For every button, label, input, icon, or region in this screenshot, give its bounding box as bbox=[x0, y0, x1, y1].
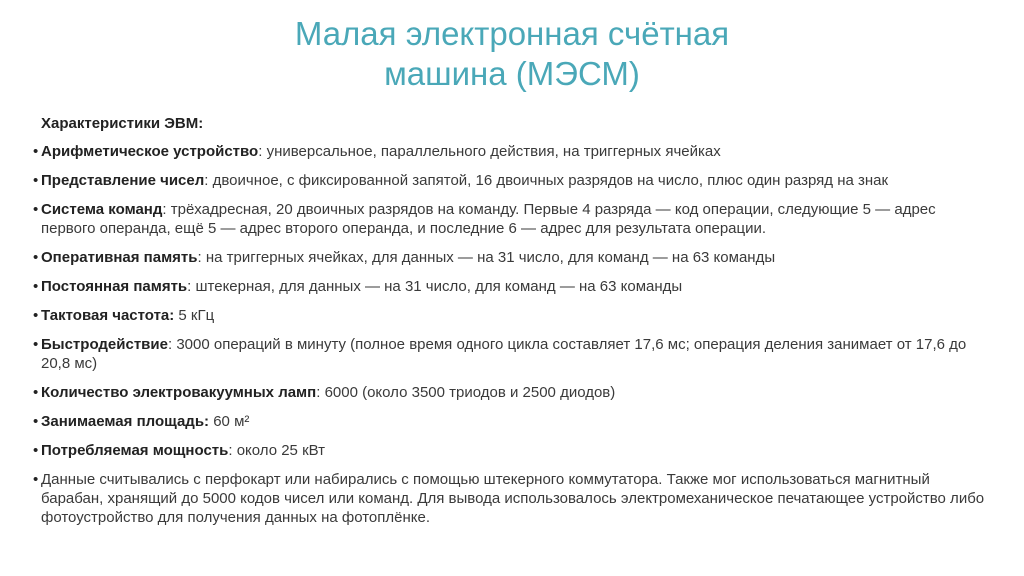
characteristics-list bbox=[33, 142, 993, 527]
list-item bbox=[33, 441, 993, 460]
list-item bbox=[33, 470, 993, 527]
item-text: на триггерных ячейках, для данных — на 31 число, для команд — на 63 команды bbox=[205, 249, 776, 266]
item-text: 5 кГц bbox=[178, 307, 215, 324]
item-separator: : bbox=[316, 384, 325, 401]
item-label: Арифметическое устройство bbox=[41, 143, 259, 160]
list-item bbox=[33, 335, 993, 373]
item-label: Представление чисел bbox=[41, 172, 205, 189]
item-text: трёхадресная, 20 двоичных разрядов на команду. Первые 4 разряда — код операции, следующие 5 — адрес первого операнда, ещё 5 — адрес второго операнда, и последние 6 — адрес для результата операции. bbox=[41, 201, 936, 237]
item-label: Занимаемая площадь: bbox=[41, 413, 210, 430]
item-label: Система команд bbox=[41, 201, 163, 218]
item-text: универсальное, параллельного действия, на триггерных ячейках bbox=[266, 143, 721, 160]
list-item bbox=[33, 277, 993, 296]
page-title bbox=[0, 14, 1024, 94]
item-label: Постоянная память bbox=[41, 278, 188, 295]
list-item bbox=[33, 306, 993, 325]
list-item bbox=[33, 171, 993, 190]
title-line-2: машина (МЭСМ) bbox=[384, 55, 640, 92]
item-label: Количество электровакуумных ламп bbox=[41, 384, 317, 401]
list-item bbox=[33, 200, 993, 238]
item-text: 6000 (около 3500 триодов и 2500 диодов) bbox=[324, 384, 616, 401]
item-label: Оперативная память bbox=[41, 249, 198, 266]
item-text: штекерная, для данных — на 31 число, для команд — на 63 команды bbox=[195, 278, 683, 295]
item-text: 3000 операций в минуту (полное время одного цикла составляет 17,6 мс; операция деления занимает от 17,6 до 20,8 мс) bbox=[41, 336, 967, 372]
item-label: Потребляемая мощность bbox=[41, 442, 229, 459]
title-line-1: Малая электронная счётная bbox=[294, 15, 730, 52]
item-separator: : bbox=[197, 249, 206, 266]
item-text: 60 м² bbox=[213, 413, 250, 430]
item-separator: : bbox=[167, 336, 177, 353]
item-separator: : bbox=[204, 172, 213, 189]
list-item bbox=[33, 142, 993, 161]
list-item bbox=[33, 383, 993, 402]
item-separator: : bbox=[187, 278, 196, 295]
item-text: около 25 кВт bbox=[236, 442, 326, 459]
item-separator: : bbox=[258, 143, 267, 160]
list-item bbox=[33, 412, 993, 431]
item-label: Тактовая частота: bbox=[41, 307, 175, 324]
item-separator: : bbox=[162, 201, 171, 218]
item-label: Быстродействие bbox=[41, 336, 168, 353]
content-body bbox=[33, 114, 993, 537]
section-heading: Характеристики ЭВМ: bbox=[41, 115, 204, 132]
list-item bbox=[33, 248, 993, 267]
item-separator: : bbox=[228, 442, 237, 459]
item-text: двоичное, с фиксированной запятой, 16 двоичных разрядов на число, плюс один разряд на знак bbox=[212, 172, 889, 189]
item-text: Данные считывались с перфокарт или набирались с помощью штекерного коммутатора. Также мог использоваться магнитный барабан, хранящий до 5000 кодов чисел или команд. Для вывода использовалось электромеханическое печатающее устройство либо фотоустройство для получения данных на фотоплёнке. bbox=[41, 471, 985, 526]
